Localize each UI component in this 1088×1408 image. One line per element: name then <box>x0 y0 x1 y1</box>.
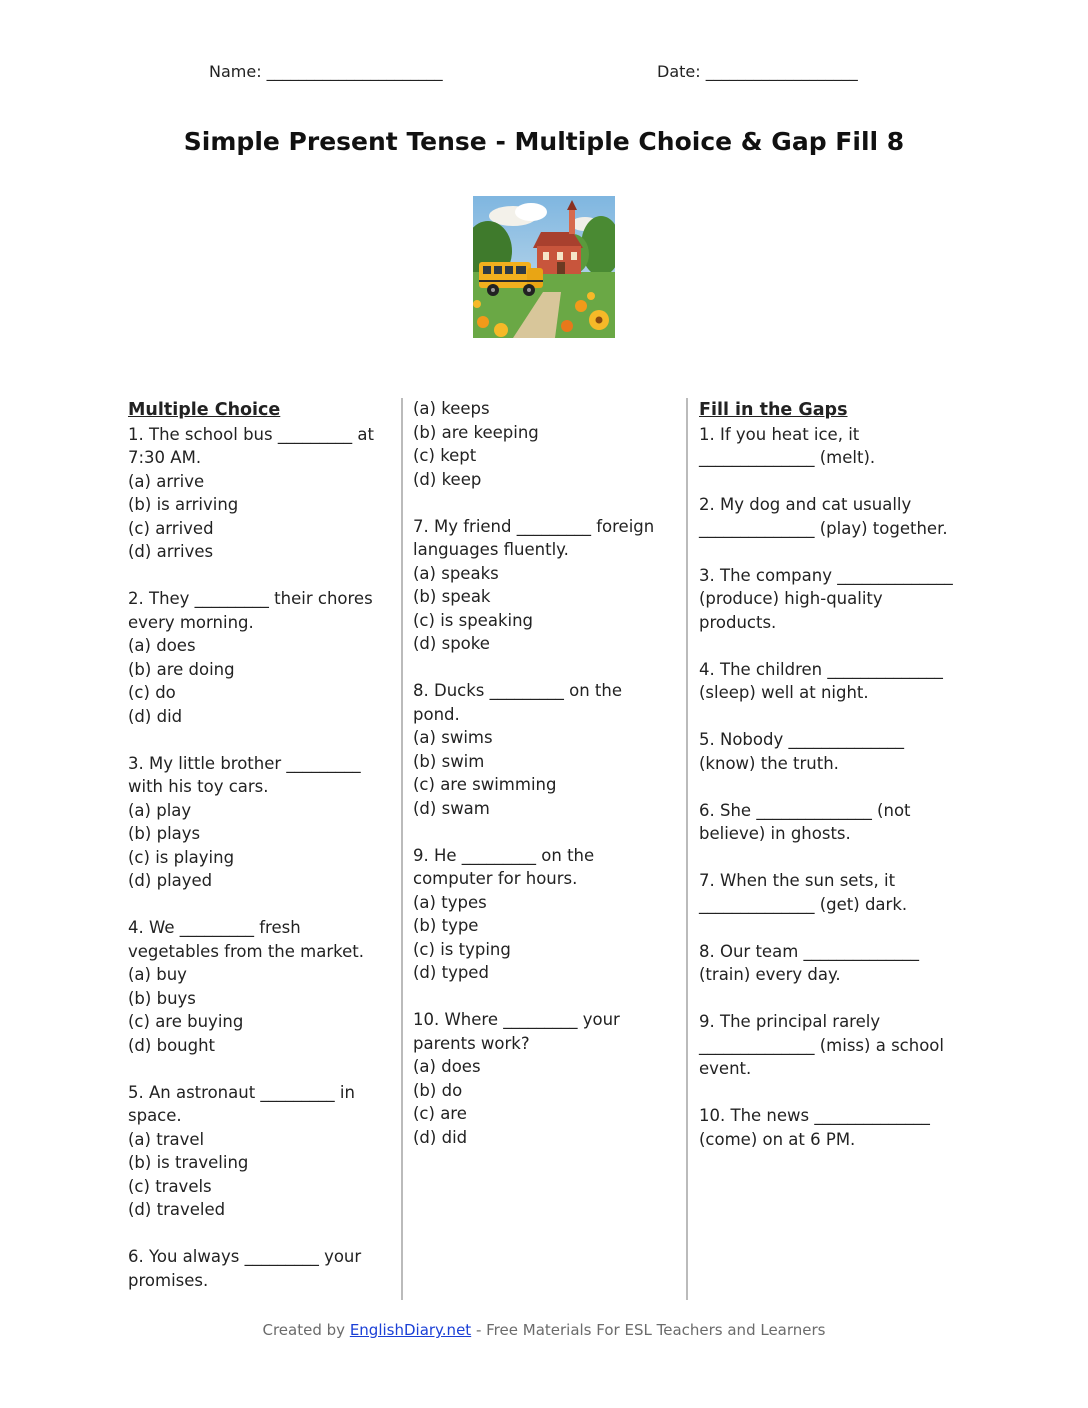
mc-option[interactable]: (d) played <box>128 871 213 890</box>
mc-option[interactable]: (d) did <box>128 706 183 726</box>
mc-option[interactable]: (c) kept <box>413 446 477 465</box>
mc-question-continued <box>413 397 671 491</box>
mc-option[interactable]: (a) buy <box>128 965 187 984</box>
mc-option[interactable]: (b) speak <box>413 587 491 606</box>
gap-fill-item[interactable]: 1. If you heat ice, it ______________ (melt). <box>699 424 876 467</box>
mc-option[interactable]: (a) speaks <box>413 563 499 583</box>
column-divider-right <box>686 398 688 1300</box>
mc-option[interactable]: (a) arrive <box>128 471 205 491</box>
mc-option[interactable]: (a) swims <box>413 728 493 747</box>
mc-option[interactable]: (c) is speaking <box>413 610 534 630</box>
footer <box>0 1321 1088 1339</box>
mc-option[interactable]: (c) are swimming <box>413 775 557 794</box>
gap-fill-item[interactable]: 6. She ______________ (not believe) in ghosts. <box>699 800 911 843</box>
mc-option[interactable]: (d) keep <box>413 469 482 489</box>
mc-option[interactable]: (b) is traveling <box>128 1153 249 1172</box>
footer-suffix: - Free Materials For ESL Teachers and Learners <box>475 1321 826 1339</box>
mc-question-text: 9. He _________ on the computer for hours. <box>413 845 595 888</box>
mc-option[interactable]: (d) did <box>413 1127 468 1147</box>
mc-question-text: 3. My little brother _________ with his toy cars. <box>128 753 361 796</box>
mc-option[interactable]: (d) swam <box>413 798 490 818</box>
footer-prefix: Created by <box>262 1321 346 1339</box>
worksheet-header <box>0 62 1088 88</box>
mc-option[interactable]: (d) bought <box>128 1035 216 1055</box>
mc-option[interactable]: (d) spoke <box>413 634 490 653</box>
mc-option[interactable]: (d) arrives <box>128 542 214 561</box>
gap-fill-item[interactable]: 5. Nobody ______________ (know) the truth. <box>699 730 904 773</box>
mc-question-text: 4. We _________ fresh vegetables from the market. <box>128 918 364 961</box>
mc-option[interactable]: (b) is arriving <box>128 495 239 514</box>
mc-question-text: 6. You always _________ your promises. <box>128 1247 362 1290</box>
mc-option[interactable]: (c) are buying <box>128 1012 244 1031</box>
mc-option[interactable]: (a) types <box>413 892 487 912</box>
mc-question <box>128 752 384 893</box>
mc-option[interactable]: (b) swim <box>413 751 485 771</box>
footer-site-link[interactable]: EnglishDiary.net <box>349 1321 472 1339</box>
mc-question-text: 5. An astronaut _________ in space. <box>128 1082 355 1125</box>
gap-fill-item[interactable]: 4. The children ______________ (sleep) well at night. <box>699 659 943 702</box>
worksheet-title: Simple Present Tense - Multiple Choice & Gap Fill 8 <box>183 127 905 156</box>
multiple-choice-heading: Multiple Choice <box>128 400 281 420</box>
mc-question-text: 7. My friend _________ foreign languages fluently. <box>413 516 655 559</box>
mc-option[interactable]: (b) plays <box>128 824 201 843</box>
mc-option[interactable]: (a) does <box>413 1057 481 1076</box>
mc-question <box>413 1008 671 1149</box>
mc-question <box>413 515 671 656</box>
mc-question-text: 8. Ducks _________ on the pond. <box>413 681 622 724</box>
mc-option[interactable]: (b) are doing <box>128 659 235 679</box>
multiple-choice-column-1 <box>128 398 384 1316</box>
gap-fill-item[interactable]: 2. My dog and cat usually ______________ (play) together. <box>699 495 948 538</box>
mc-option[interactable]: (c) do <box>128 683 176 702</box>
date-field-label[interactable]: Date: ___________________ <box>657 62 858 81</box>
gap-fill-column <box>699 398 961 1175</box>
mc-option[interactable]: (b) type <box>413 916 479 935</box>
mc-question-text: 10. Where _________ your parents work? <box>413 1010 620 1053</box>
mc-option[interactable]: (c) travels <box>128 1176 212 1196</box>
gap-fill-item[interactable]: 9. The principal rarely ______________ (miss) a school event. <box>699 1012 944 1078</box>
mc-option[interactable]: (b) buys <box>128 988 196 1008</box>
mc-option[interactable]: (c) are <box>413 1104 467 1123</box>
gap-fill-item[interactable]: 8. Our team ______________ (train) every day. <box>699 941 920 984</box>
mc-option[interactable]: (c) arrived <box>128 518 214 538</box>
gap-fill-item[interactable]: 3. The company ______________ (produce) high-quality products. <box>699 565 953 632</box>
mc-option[interactable]: (a) travel <box>128 1129 205 1149</box>
gap-fill-heading: Fill in the Gaps <box>699 400 848 420</box>
mc-option[interactable]: (a) does <box>128 636 196 655</box>
name-field-label[interactable]: Name: ______________________ <box>209 62 443 81</box>
mc-option[interactable]: (a) keeps <box>413 399 490 418</box>
column-divider-left <box>401 398 403 1300</box>
mc-question <box>128 1245 384 1292</box>
mc-question <box>128 1081 384 1222</box>
mc-question <box>413 844 671 985</box>
mc-question <box>413 679 671 820</box>
gap-fill-item[interactable]: 7. When the sun sets, it ______________ (get) dark. <box>699 871 908 914</box>
school-bus-illustration <box>473 196 615 338</box>
mc-option[interactable]: (d) traveled <box>128 1200 226 1219</box>
mc-question <box>128 587 384 728</box>
mc-option[interactable]: (d) typed <box>413 963 489 982</box>
mc-question <box>128 916 384 1057</box>
mc-question-text: 2. They _________ their chores every morning. <box>128 589 373 632</box>
mc-option[interactable]: (b) do <box>413 1080 463 1100</box>
mc-question <box>128 423 384 564</box>
mc-option[interactable]: (b) are keeping <box>413 422 539 442</box>
gap-fill-item[interactable]: 10. The news ______________ (come) on at 6 PM. <box>699 1106 930 1149</box>
mc-question-text: 1. The school bus _________ at 7:30 AM. <box>128 424 374 467</box>
mc-option[interactable]: (c) is playing <box>128 847 235 867</box>
mc-option[interactable]: (a) play <box>128 800 192 820</box>
mc-option[interactable]: (c) is typing <box>413 939 511 959</box>
multiple-choice-column-2 <box>413 398 671 1173</box>
